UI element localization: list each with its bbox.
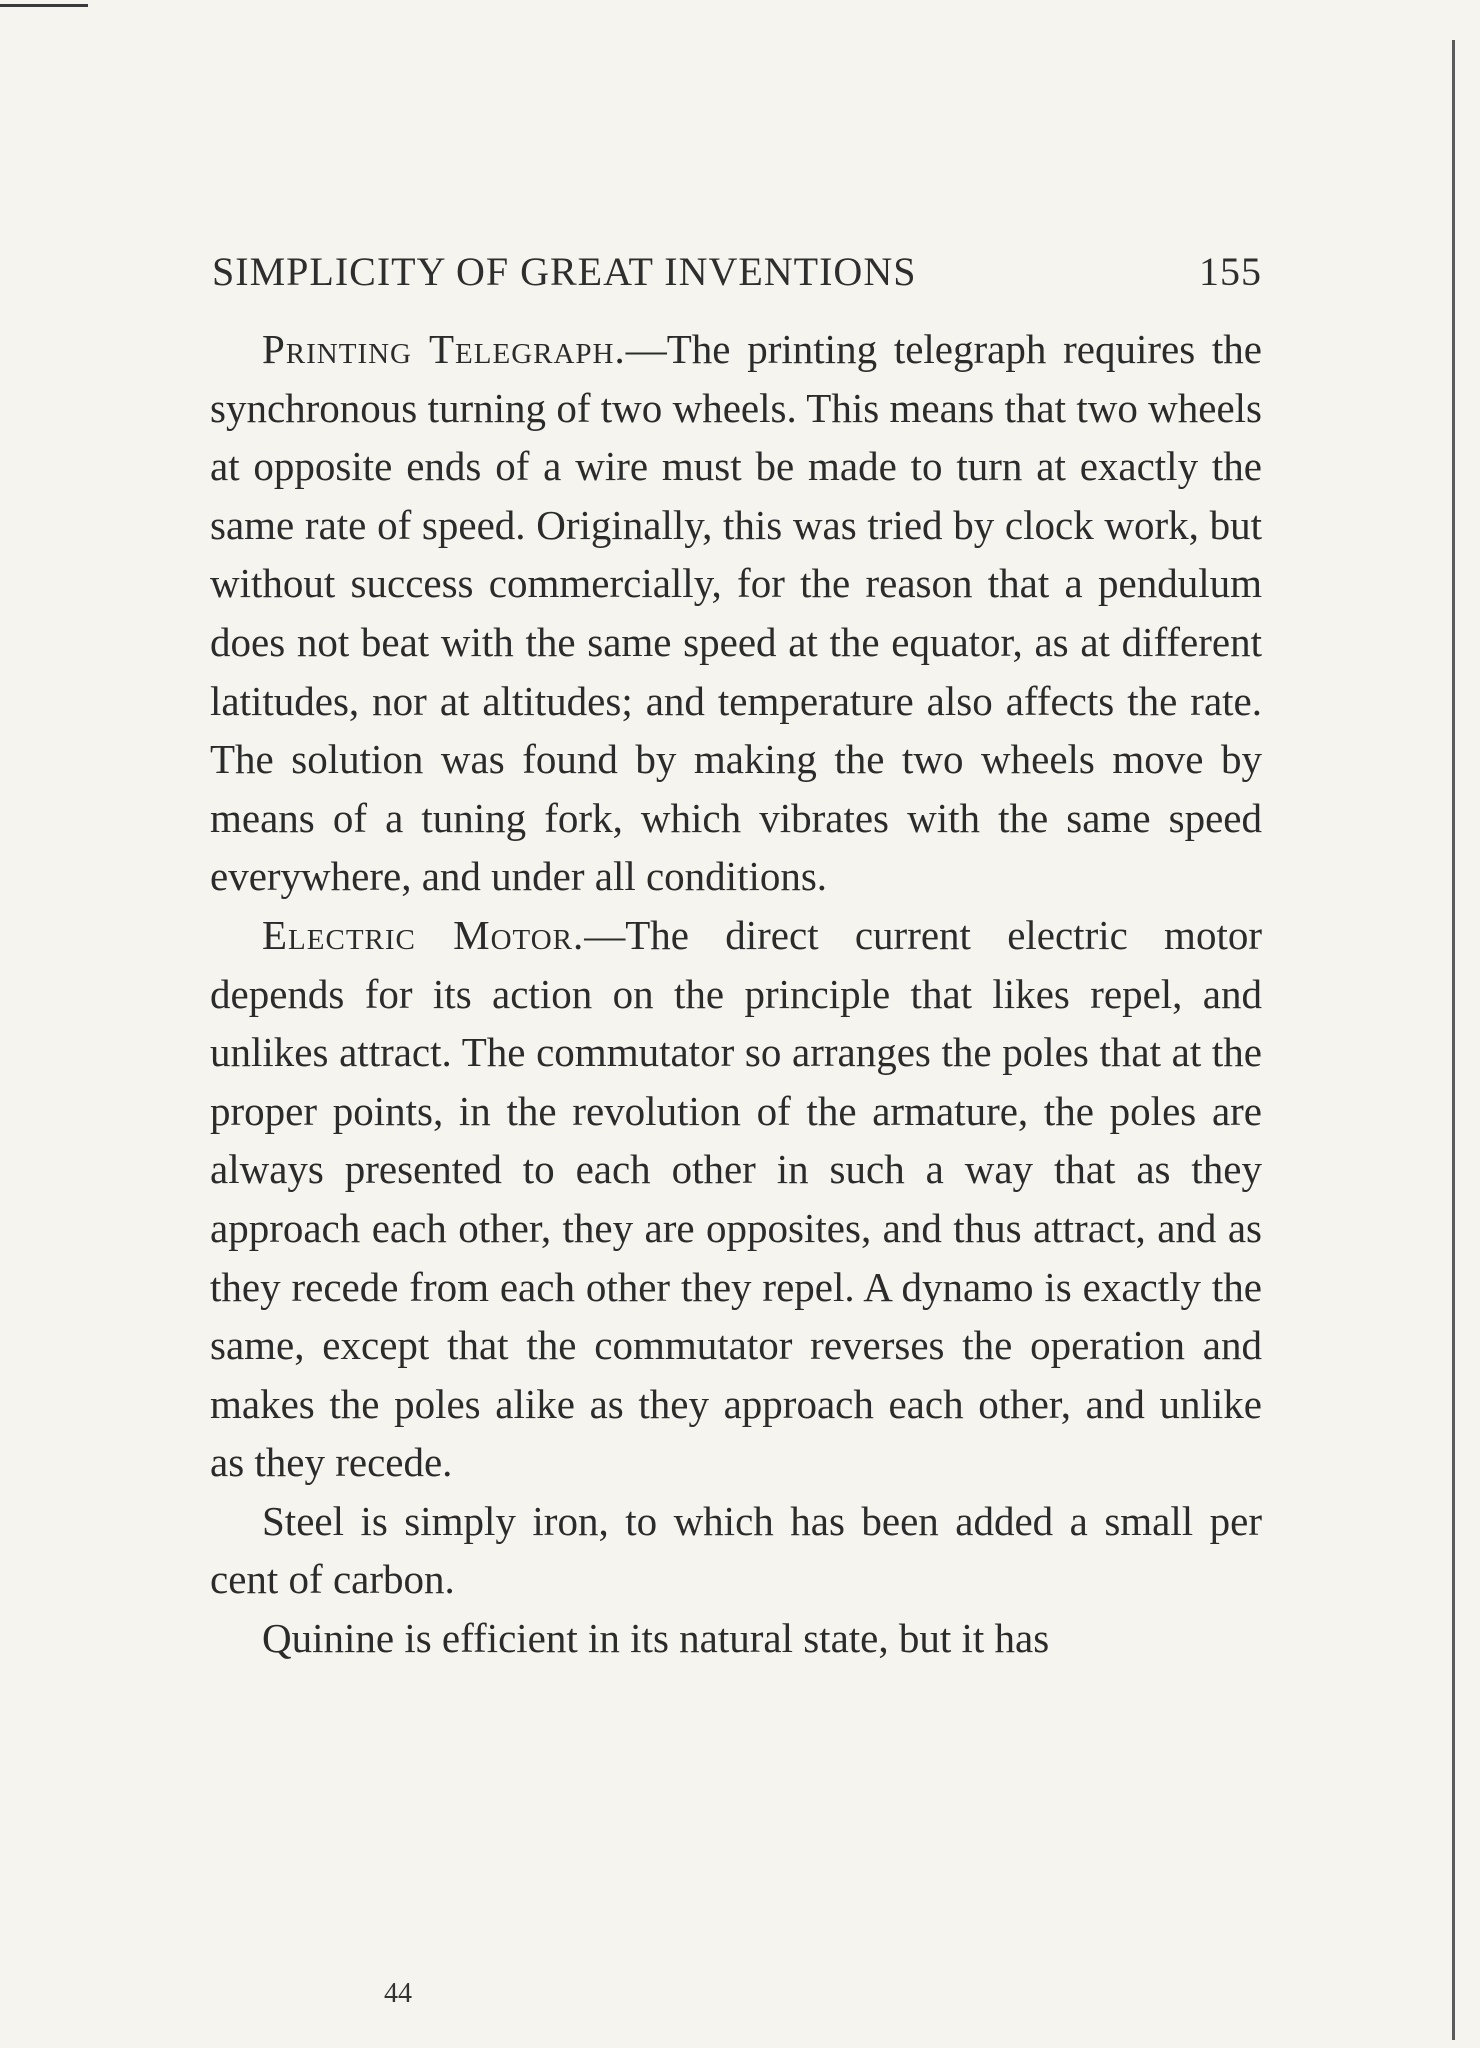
paragraph-lead: Printing Telegraph. <box>262 326 626 372</box>
top-left-rule <box>0 4 88 7</box>
paragraph-text: —The printing telegraph requires the synchronous turning of two wheels. This means that two wheels at opposite ends of a wire must be made to turn at exactly the same rate of speed. Originally, this was tried by clock work, but without success commercially, for the reason that a pendulum does not beat with the same speed at the equator, as at different latitudes, nor at altitudes; and temperature also affects the rate. The solution was found by making the two wheels move by means of a tuning fork, which vibrates with the same speed everywhere, and under all conditions. <box>210 326 1262 900</box>
paragraph-quinine <box>210 1609 1262 1668</box>
paragraph-text: Quinine is efficient in its natural state, but it has <box>262 1615 1050 1662</box>
signature-mark: 44 <box>384 1978 412 2009</box>
paragraph-text: Steel is simply iron, to which has been added a small per cent of carbon. <box>210 1497 1262 1603</box>
paragraph-printing-telegraph <box>210 320 1262 906</box>
running-head <box>212 248 1262 308</box>
body-text <box>210 320 1262 1668</box>
paragraph-lead: Electric Motor. <box>262 911 585 958</box>
page-number: 155 <box>1199 249 1262 294</box>
paragraph-electric-motor <box>210 906 1262 1492</box>
paragraph-text: —The direct current electric motor depends for its action on the principle that likes repel, and unlikes attract. The commutator so arranges the poles that at the proper points, in the revolution of the armature, the poles are always presented to each other in such a way that as they approach each other, they are opposites, and thus attract, and as they recede from each other they repel. A dynamo is exactly the same, except that the commutator reverses the operation and makes the poles alike as they approach each other, and unlike as they recede. <box>210 911 1262 1486</box>
right-margin-rule <box>1452 40 1455 2040</box>
running-head-title: SIMPLICITY OF GREAT INVENTIONS <box>212 249 917 294</box>
paragraph-steel <box>210 1492 1262 1609</box>
